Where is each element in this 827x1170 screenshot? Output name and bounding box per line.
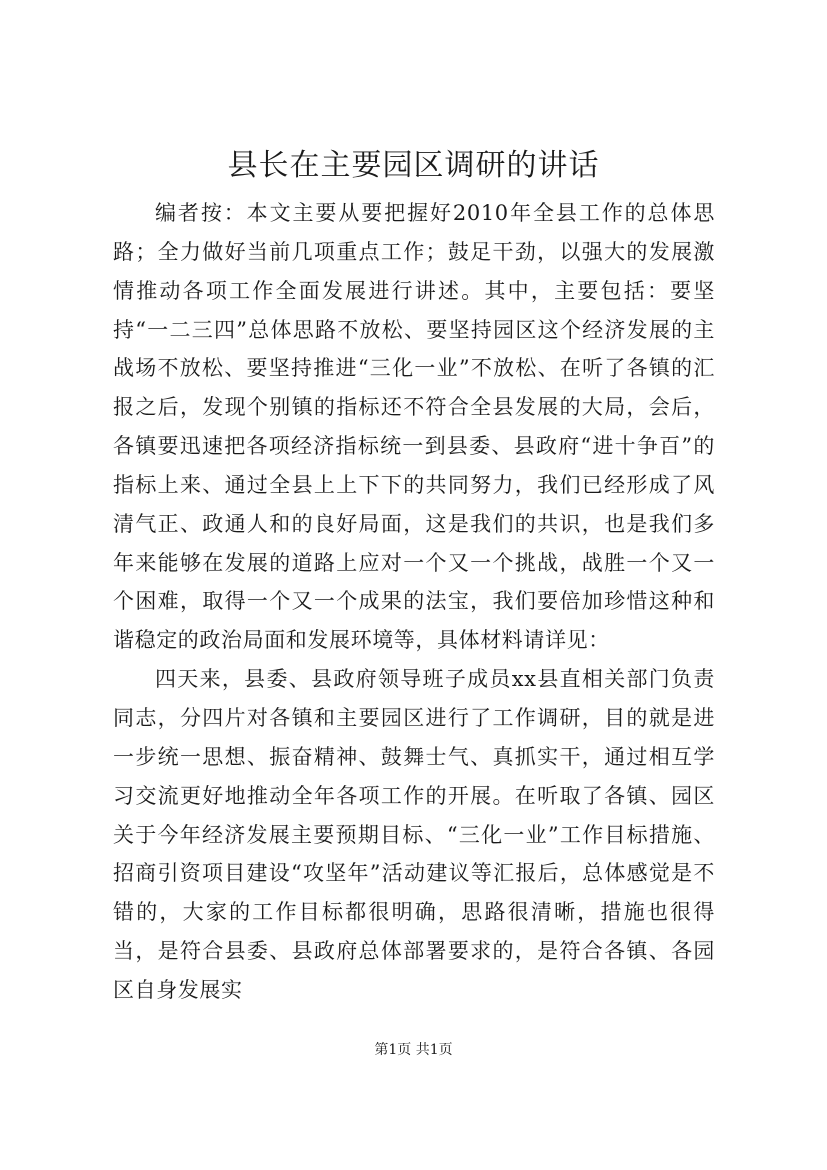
document-body: [113, 194, 715, 1010]
document-title: 县长在主要园区调研的讲话: [227, 148, 600, 183]
editor-note-paragraph: 编者按：本文主要从要把握好2010年全县工作的总体思路；全力做好当前几项重点工作；鼓足干劲，以强大的发展激情推动各项工作全面发展进行讲述。其中，主要包括：要坚持“一二三四”总体思路不放松、要坚持园区这个经济发展的主战场不放松、要坚持推进“三化一业”不放松、在听了各镇的汇报之后，发现个别镇的指标还不符合全县发展的大局，会后，各镇要迅速把各项经济指标统一到县委、县政府“进十争百”的指标上来、通过全县上上下下的共同努力，我们已经形成了风清气正、政通人和的良好局面，这是我们的共识，也是我们多年来能够在发展的道路上应对一个又一个挑战，战胜一个又一个困难，取得一个又一个成果的法宝，我们要倍加珍惜这种和谐稳定的政治局面和发展环境等，具体材料请详见：: [113, 201, 715, 653]
body-paragraph: 四天来，县委、县政府领导班子成员xx县直相关部门负责同志，分四片对各镇和主要园区进行了工作调研，目的就是进一步统一思想、振奋精神、鼓舞士气、真抓实干，通过相互学习交流更好地推动全年各项工作的开展。在听取了各镇、园区关于今年经济发展主要预期目标、“三化一业”工作目标措施、招商引资项目建设“攻坚年”活动建议等汇报后，总体感觉是不错的，大家的工作目标都很明确，思路很清晰，措施也很得当，是符合县委、县政府总体部署要求的，是符合各镇、各园区自身发展实: [113, 667, 715, 1002]
page-footer: 第1页 共1页: [374, 1042, 453, 1058]
